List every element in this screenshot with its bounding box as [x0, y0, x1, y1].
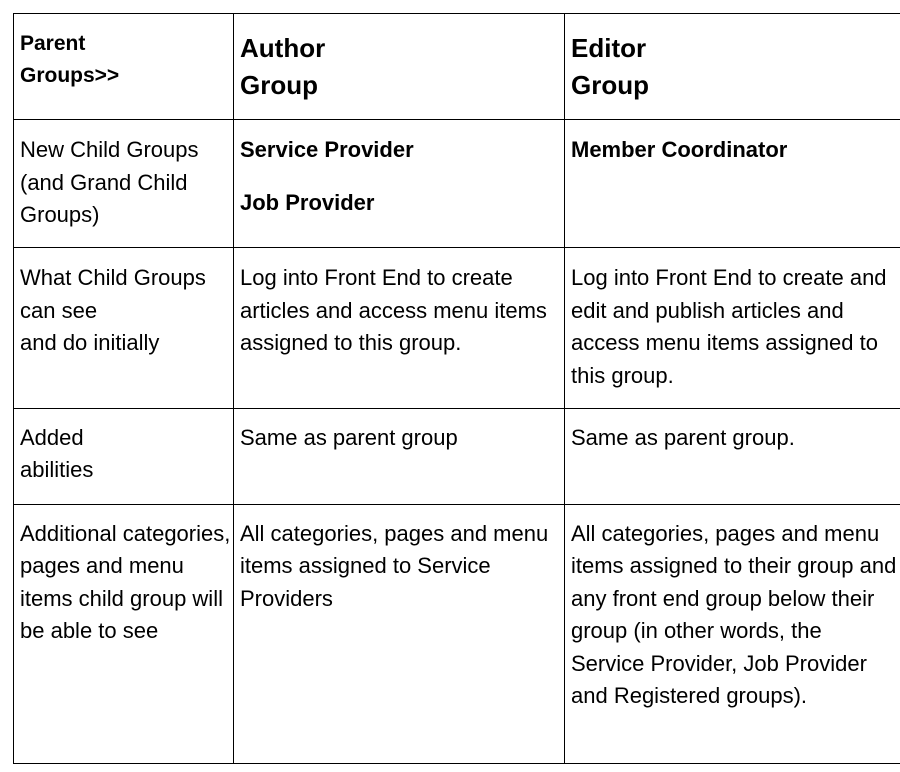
- author-child-groups-cell: [234, 120, 565, 248]
- header-row: [14, 14, 900, 120]
- service-provider-group: Service Provider: [240, 137, 414, 163]
- added-abilities-label-line2: abilities: [20, 457, 94, 482]
- editor-group-header-line1: Editor: [571, 33, 647, 63]
- author-group-header-line2: Group: [240, 70, 318, 100]
- author-additional-categories-cell: [234, 504, 565, 763]
- added-abilities-row: [14, 408, 900, 504]
- initial-abilities-row: [14, 248, 900, 408]
- parent-groups-label-line2: Groups>>: [20, 64, 120, 87]
- parent-groups-header-cell: [14, 14, 234, 120]
- editor-additional-categories-cell: [565, 504, 900, 763]
- additional-categories-row: [14, 504, 900, 763]
- groups-table: [13, 13, 900, 764]
- additional-categories-label: Additional categories, pages and menu items child group will be able to see: [20, 520, 231, 644]
- author-added-abilities-text: Same as parent group: [240, 424, 458, 450]
- editor-child-groups-cell: [565, 120, 900, 248]
- job-provider-group: Job Provider: [240, 189, 375, 215]
- author-initial-abilities-cell: [234, 248, 565, 408]
- editor-group-header-line2: Group: [571, 70, 649, 100]
- initial-abilities-label-line2: can see: [20, 297, 98, 323]
- child-groups-label-cell: [14, 120, 234, 248]
- additional-categories-label-cell: [14, 504, 234, 763]
- initial-abilities-label-line3: and do initially: [20, 330, 160, 356]
- editor-initial-abilities-cell: [565, 248, 900, 408]
- author-group-header-cell: [234, 14, 565, 120]
- author-initial-abilities-text: Log into Front End to create articles and access menu items assigned to this group.: [240, 265, 547, 356]
- author-additional-categories-text: All categories, pages and menu items assigned to Service Providers: [240, 520, 549, 611]
- child-groups-label: New Child Groups (and Grand Child Groups): [20, 137, 199, 228]
- added-abilities-label-cell: [14, 408, 234, 504]
- editor-additional-categories-text: All categories, pages and menu items assigned to their group and any front end group below their group (in other words, the Service Provider, Job Provider and Registered groups).: [571, 520, 897, 709]
- editor-added-abilities-text: Same as parent group.: [571, 424, 795, 450]
- editor-added-abilities-cell: [565, 408, 900, 504]
- initial-abilities-label-cell: [14, 248, 234, 408]
- author-added-abilities-cell: [234, 408, 565, 504]
- editor-group-header-cell: [565, 14, 900, 120]
- child-groups-row: [14, 120, 900, 248]
- added-abilities-label-line1: Added: [20, 424, 84, 450]
- author-group-header-line1: Author: [240, 33, 326, 63]
- parent-groups-label-line1: Parent: [20, 32, 86, 55]
- editor-initial-abilities-text: Log into Front End to create and edit and publish articles and access menu items assigned to this group.: [571, 265, 887, 388]
- initial-abilities-label-line1: What Child Groups: [20, 265, 206, 291]
- member-coordinator-group: Member Coordinator: [571, 137, 788, 163]
